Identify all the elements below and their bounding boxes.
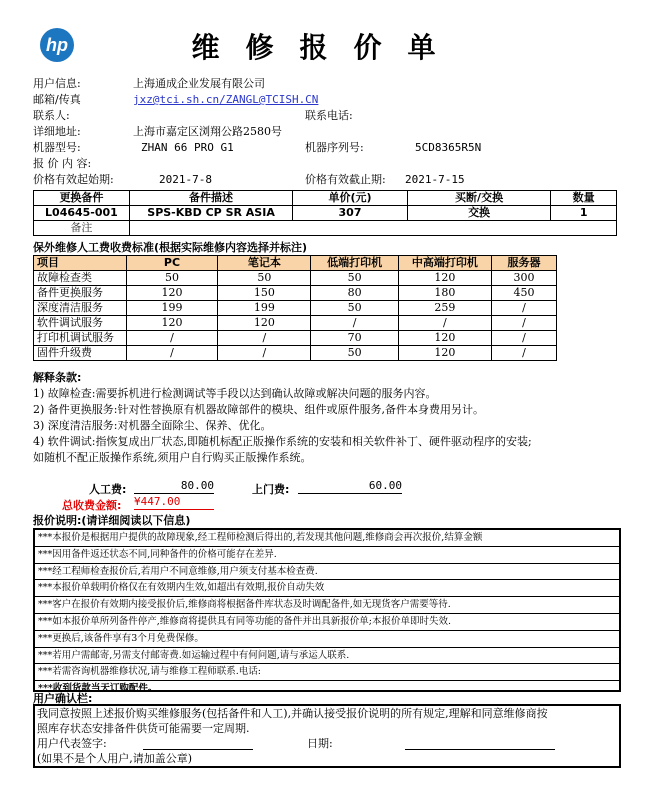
pricing-header-cell: 中高端打印机	[398, 256, 491, 271]
contact-label: 联系人:	[33, 109, 70, 122]
customer-info	[33, 76, 633, 186]
pricing-cell: 300	[492, 271, 557, 286]
signer-line[interactable]	[143, 749, 253, 750]
part-exchange: 交换	[407, 206, 551, 221]
pricing-cell: 120	[398, 271, 491, 286]
pricing-cell: /	[492, 331, 557, 346]
pricing-cell: 故障检查类	[34, 271, 127, 286]
pricing-row	[34, 346, 557, 361]
quote-note-item: ***本报价单载明价格仅在有效期内生效,如超出有效期,报价自动失效	[35, 580, 619, 597]
pricing-cell: 固件升级费	[34, 346, 127, 361]
date-label: 日期:	[307, 737, 333, 750]
pricing-row	[34, 286, 557, 301]
pricing-cell: /	[311, 316, 398, 331]
quote-note-item: ***若需咨询机器维修状况,请与维修工程师联系.电话:	[35, 664, 619, 681]
pricing-cell: 80	[311, 286, 398, 301]
parts-header-cell: 买断/交换	[407, 191, 551, 206]
pricing-table	[33, 255, 557, 361]
part-price: 307	[293, 206, 408, 221]
pricing-cell: 50	[311, 271, 398, 286]
clause-item: 2) 备件更换服务:针对性替换原有机器故障部件的模块、组件或原件服务,备件本身费用另计。	[33, 403, 484, 416]
pricing-header-row	[34, 256, 557, 271]
quote-note-item: ***更换后,该备件享有3个月免费保修。	[35, 631, 619, 648]
pricing-cell: 深度清洁服务	[34, 301, 127, 316]
address-value: 上海市嘉定区浏翔公路2580号	[133, 125, 282, 138]
pricing-row	[34, 271, 557, 286]
pricing-cell: 120	[398, 346, 491, 361]
pricing-row	[34, 301, 557, 316]
pricing-header-cell: 项目	[34, 256, 127, 271]
quote-note-item: ***客户在报价有效期内接受报价后,维修商将根据备件库状态及时调配备件,如无现货客户需要等待.	[35, 597, 619, 614]
pricing-cell: 199	[218, 301, 311, 316]
remark-label: 备注	[34, 221, 130, 236]
pricing-cell: /	[398, 316, 491, 331]
pricing-header-cell: 服务器	[492, 256, 557, 271]
pricing-header-cell: 笔记本	[218, 256, 311, 271]
parts-header-cell: 备件描述	[129, 191, 292, 206]
parts-header-cell: 单价(元)	[293, 191, 408, 206]
valid-end-value: 2021-7-15	[405, 173, 465, 186]
clause-item: 3) 深度清洁服务:对机器全面除尘、保养、优化。	[33, 419, 272, 432]
visit-fee-label: 上门费:	[252, 483, 290, 496]
quote-notes-box	[33, 528, 621, 695]
part-number: L04645-001	[34, 206, 130, 221]
pricing-cell: 50	[126, 271, 217, 286]
quote-notes-title: 报价说明:(请详细阅读以下信息)	[33, 514, 191, 527]
pricing-cell: 150	[218, 286, 311, 301]
quote-note-item: ***经工程师检查报价后,若用户不同意维修,用户须支付基本检查费.	[35, 564, 619, 581]
pricing-cell: 50	[218, 271, 311, 286]
quote-note-item: ***因用备件返还状态不同,同种备件的价格可能存在差异.	[35, 547, 619, 564]
pricing-cell: 180	[398, 286, 491, 301]
clauses-title: 解释条款:	[33, 371, 82, 384]
user-label: 用户信息:	[33, 77, 81, 90]
parts-header-row	[34, 191, 617, 206]
address-label: 详细地址:	[33, 125, 81, 138]
quote-note-item: ***若用户需邮寄,另需支付邮寄费.如运输过程中有何问题,请与承运人联系.	[35, 648, 619, 665]
pricing-cell: /	[126, 346, 217, 361]
parts-header-cell: 更换备件	[34, 191, 130, 206]
confirm-title: 用户确认栏:	[33, 692, 93, 705]
pricing-cell: 120	[398, 331, 491, 346]
confirm-line: 照库存状态安排备件供货可能需要一定周期.	[37, 722, 250, 735]
labor-fee-label: 人工费:	[89, 483, 127, 496]
signer-label: 用户代表签字:	[37, 737, 107, 750]
pricing-row	[34, 331, 557, 346]
pricing-row	[34, 316, 557, 331]
quote-note-item: ***收到货款当天订购配件。	[38, 683, 158, 695]
quote-note-item: ***如本报价单所列备件停产,维修商将提供具有同等功能的备件并出具新报价单;本报价单即时失效.	[35, 614, 619, 631]
pricing-cell: 打印机调试服务	[34, 331, 127, 346]
model-value: ZHAN 66 PRO G1	[141, 141, 234, 154]
parts-header-cell: 数量	[551, 191, 617, 206]
pricing-cell: 450	[492, 286, 557, 301]
total-fee-value: ¥447.00	[134, 494, 214, 510]
pricing-cell: 120	[218, 316, 311, 331]
email-link[interactable]: jxz@tci.sh.cn/ZANGL@TCISH.CN	[133, 93, 319, 106]
remark-value	[129, 221, 616, 236]
total-fee-label: 总收费金额:	[62, 499, 122, 512]
pricing-cell: 50	[311, 301, 398, 316]
date-line[interactable]	[405, 749, 555, 750]
confirm-box	[33, 704, 621, 768]
pricing-cell: 120	[126, 286, 217, 301]
pricing-title: 保外维修人工费收费标准(根据实际维修内容选择并标注)	[33, 241, 308, 254]
pricing-cell: /	[218, 331, 311, 346]
pricing-cell: /	[492, 301, 557, 316]
clause-item: 如随机不配正版操作系统,须用户自行购买正版操作系统。	[33, 451, 312, 464]
part-description: SPS-KBD CP SR ASIA	[129, 206, 292, 221]
serial-value: 5CD8365R5N	[415, 141, 482, 154]
parts-table	[33, 190, 617, 236]
pricing-cell: /	[126, 331, 217, 346]
email-label: 邮箱/传真	[33, 93, 81, 106]
pricing-cell: /	[492, 316, 557, 331]
valid-start-value: 2021-7-8	[159, 173, 212, 186]
valid-start-label: 价格有效起始期:	[33, 173, 114, 186]
serial-label: 机器序列号:	[305, 141, 364, 154]
labor-fee-value: 80.00	[134, 478, 214, 494]
pricing-cell: 备件更换服务	[34, 286, 127, 301]
visit-fee-value: 60.00	[298, 478, 402, 494]
pricing-header-cell: 低端打印机	[311, 256, 398, 271]
user-value: 上海通成企业发展有限公司	[133, 77, 265, 90]
pricing-cell: 120	[126, 316, 217, 331]
pricing-cell: 软件调试服务	[34, 316, 127, 331]
model-label: 机器型号:	[33, 141, 81, 154]
clause-item: 4) 软件调试:指恢复成出厂状态,即随机标配正版操作系统的安装和相关软件补丁、硬件驱动程序的安装;	[33, 435, 532, 448]
clauses-section	[33, 370, 633, 466]
confirm-note: (如果不是个人用户,请加盖公章)	[37, 752, 193, 765]
pricing-cell: /	[492, 346, 557, 361]
pricing-header-cell: PC	[126, 256, 217, 271]
pricing-cell: 259	[398, 301, 491, 316]
remark-row	[34, 221, 617, 236]
phone-label: 联系电话:	[305, 109, 353, 122]
quote-note-item: ***本报价是根据用户提供的故障现象,经工程师检测后得出的,若发现其他问题,维修商会再次报价,结算金额	[35, 530, 619, 547]
parts-row	[34, 206, 617, 221]
clause-item: 1) 故障检查:需要拆机进行检测调试等手段以达到确认故障或解决问题的服务内容。	[33, 387, 437, 400]
pricing-cell: /	[218, 346, 311, 361]
valid-end-label: 价格有效截止期:	[305, 173, 386, 186]
pricing-cell: 199	[126, 301, 217, 316]
page-title: 维修报价单	[191, 31, 462, 64]
confirm-line: 我同意按照上述报价购买维修服务(包括备件和人工),并确认接受报价说明的所有规定,理解和同意维修商按	[37, 707, 548, 720]
part-quantity: 1	[551, 206, 617, 221]
fault-label: 报 价 内 容:	[33, 157, 92, 170]
signature-row	[35, 736, 619, 751]
pricing-cell: 70	[311, 331, 398, 346]
pricing-cell: 50	[311, 346, 398, 361]
hp-logo-icon: hp	[40, 28, 74, 62]
